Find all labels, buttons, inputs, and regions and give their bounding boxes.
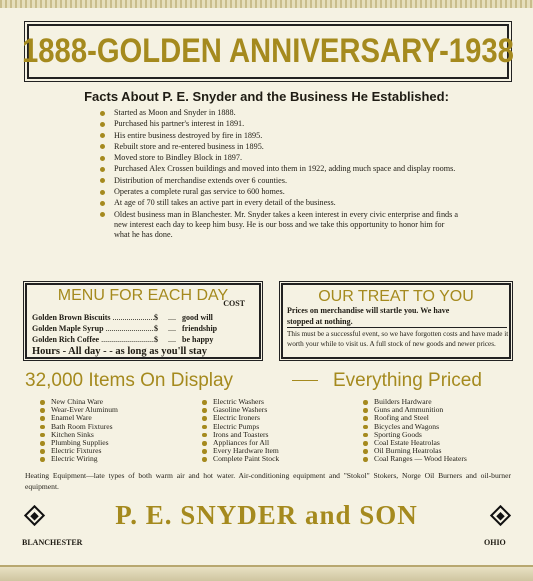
treat-paragraph: This must be a successful event, so we have forgotten costs and have made it worth your while to visit us. A full stock of new goods and newer prices. — [287, 330, 509, 348]
bullet-icon — [202, 449, 207, 454]
merchandise-item: Oil Burning Heatrolas — [361, 447, 467, 455]
bullet-icon — [40, 433, 45, 438]
top-border — [0, 0, 533, 8]
treat-line-1: Prices on merchandise will startle you. We have — [287, 306, 450, 315]
bullet-icon — [202, 416, 207, 421]
fact-item: Started as Moon and Snyder in 1888. — [100, 108, 460, 118]
company-name: P. E. SNYDER and SON — [115, 500, 418, 530]
menu-hours: Hours - All day - - as long as you'll stay — [32, 346, 208, 357]
treat-line-2: stopped at nothing. — [287, 317, 353, 326]
facts-heading: Facts About P. E. Snyder and the Business He Established: — [84, 89, 449, 104]
bullet-icon — [202, 425, 207, 430]
merchandise-item: Kitchen Sinks — [38, 431, 118, 439]
fact-item: Rebuilt store and re-entered business in 1895. — [100, 142, 460, 152]
bullet-icon — [40, 408, 45, 413]
menu-currency: $ — [154, 313, 158, 322]
bullet-icon — [40, 425, 45, 430]
facts-list — [100, 108, 460, 242]
bullet-icon — [202, 441, 207, 446]
menu-dots: .... — [168, 313, 176, 322]
menu-title: MENU FOR EACH DAY — [57, 287, 229, 304]
merchandise-column-1 — [38, 398, 118, 464]
bullet-icon — [100, 178, 105, 183]
bullet-icon — [100, 133, 105, 138]
merchandise-item: Electric Ironers — [200, 414, 279, 422]
merchandise-item: Complete Paint Stock — [200, 455, 279, 463]
menu-cost: friendship — [182, 324, 218, 333]
menu-item: Golden Maple Syrup ..... — [32, 323, 154, 334]
bullet-icon — [40, 441, 45, 446]
fact-item: His entire business destroyed by fire in 1895. — [100, 131, 460, 141]
everything-priced-heading: Everything Priced — [333, 370, 482, 391]
bullet-icon — [40, 449, 45, 454]
menu-row — [32, 323, 256, 334]
bullet-icon — [363, 408, 368, 413]
menu-box — [25, 283, 261, 359]
menu-dots: .... — [168, 335, 176, 344]
merchandise-item: Builders Hardware — [361, 398, 467, 406]
merchandise-item: Irons and Toasters — [200, 431, 279, 439]
bullet-icon — [363, 433, 368, 438]
merchandise-column-3 — [361, 398, 467, 464]
heating-equipment-note: Heating Equipment—late types of both warm air and hot water. Air-conditioning equipment and "Stokol" Stokers, Norge Oil Burners and oil-burner equipment. — [25, 471, 511, 491]
bullet-icon — [100, 201, 105, 206]
menu-item: Golden Rich Coffee ..... — [32, 334, 154, 345]
merchandise-item: Every Hardware Item — [200, 447, 279, 455]
merchandise-item: Sporting Goods — [361, 431, 467, 439]
merchandise-item: Plumbing Supplies — [38, 439, 118, 447]
footer-state: OHIO — [484, 538, 506, 547]
merchandise-item: Appliances for All — [200, 439, 279, 447]
bullet-icon — [202, 408, 207, 413]
merchandise-item: Bicycles and Wagons — [361, 423, 467, 431]
menu-dots: .... — [168, 324, 176, 333]
merchandise-item: Electric Washers — [200, 398, 279, 406]
merchandise-item: Guns and Ammunition — [361, 406, 467, 414]
page-title: 1888-GOLDEN ANNIVERSARY-1938 — [22, 32, 514, 70]
bullet-icon — [100, 190, 105, 195]
treat-title: OUR TREAT TO YOU — [318, 288, 474, 305]
merchandise-item: Enamel Ware — [38, 414, 118, 422]
bullet-icon — [363, 425, 368, 430]
fact-item: Distribution of merchandise extends over 6 counties. — [100, 176, 460, 186]
menu-currency: $ — [154, 324, 158, 333]
bullet-icon — [363, 449, 368, 454]
bullet-icon — [40, 400, 45, 405]
bullet-icon — [100, 156, 105, 161]
bullet-icon — [202, 433, 207, 438]
merchandise-item: Electric Wiring — [38, 455, 118, 463]
bottom-border — [0, 565, 533, 581]
merchandise-item: New China Ware — [38, 398, 118, 406]
menu-item: Golden Brown Biscuits ..... — [32, 312, 154, 323]
bullet-icon — [100, 212, 105, 217]
treat-box — [281, 283, 511, 359]
fact-item: At age of 70 still takes an active part in every detail of the business. — [100, 198, 460, 208]
merchandise-item: Electric Pumps — [200, 423, 279, 431]
title-frame — [22, 24, 514, 79]
menu-cost-label: COST — [223, 299, 245, 308]
bullet-icon — [363, 457, 368, 462]
menu-cost: be happy — [182, 335, 214, 344]
fact-item: Purchased Alex Crossen buildings and moved into them in 1922, adding much space and display rooms. — [100, 164, 460, 174]
footer-city: BLANCHESTER — [22, 538, 83, 547]
bullet-icon — [363, 441, 368, 446]
merchandise-item: Wear-Ever Aluminum — [38, 406, 118, 414]
bullet-icon — [40, 457, 45, 462]
merchandise-column-2 — [200, 398, 279, 464]
menu-row — [32, 334, 256, 345]
bullet-icon — [363, 400, 368, 405]
bullet-icon — [363, 416, 368, 421]
merchandise-item: Coal Ranges — Wood Heaters — [361, 455, 467, 463]
menu-currency: $ — [154, 335, 158, 344]
fact-item: Oldest business man in Blanchester. Mr. Snyder takes a keen interest in every civic enterprise and finds a new interest each day to keep him busy. He is our boss and we take this opportunity to honor him for what he has done. — [100, 210, 460, 241]
merchandise-item: Roofing and Steel — [361, 414, 467, 422]
menu-row — [32, 312, 256, 323]
merchandise-item: Gasoline Washers — [200, 406, 279, 414]
bullet-icon — [100, 144, 105, 149]
merchandise-item: Coal Estate Heatrolas — [361, 439, 467, 447]
merchandise-item: Electric Fixtures — [38, 447, 118, 455]
bullet-icon — [202, 400, 207, 405]
menu-cost: good will — [182, 313, 213, 322]
fact-item: Operates a complete rural gas service to 600 homes. — [100, 187, 460, 197]
bullet-icon — [40, 416, 45, 421]
heading-dash — [292, 380, 318, 381]
bullet-icon — [202, 457, 207, 462]
merchandise-item: Bath Room Fixtures — [38, 423, 118, 431]
fact-item: Moved store to Bindley Block in 1897. — [100, 153, 460, 163]
treat-divider — [287, 327, 507, 328]
fact-item: Purchased his partner's interest in 1891. — [100, 119, 460, 129]
menu-rows — [32, 312, 256, 345]
bullet-icon — [100, 167, 105, 172]
items-on-display-heading: 32,000 Items On Display — [25, 370, 234, 391]
bullet-icon — [100, 111, 105, 116]
bullet-icon — [100, 122, 105, 127]
